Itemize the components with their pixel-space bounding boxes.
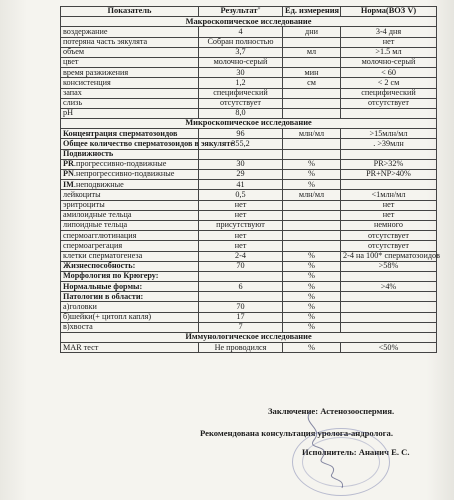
parameter-name [61,343,199,353]
table-row [61,261,437,271]
conclusion-text: Заключение: Астенозооспермия. [268,406,395,416]
result-value: 30 [199,68,283,78]
unit-value [283,231,341,241]
parameter-label: а)головки [63,301,97,311]
unit-value: % [283,180,341,190]
parameter-name [61,282,199,292]
parameter-label: объем [63,47,85,57]
result-value: 70 [199,302,283,312]
header-norm: Норма(ВОЗ V) [341,7,437,17]
result-value: 4 [199,27,283,37]
norm-value [341,322,437,332]
norm-value: . >39млн [341,139,437,149]
norm-value: отсутствует [341,98,437,108]
result-value: 355,2 [199,139,283,149]
result-value: Собран полностью [199,37,283,47]
parameter-label: в)хвоста [63,322,93,332]
parameter-label: эритроциты [63,200,105,210]
unit-value [283,220,341,230]
parameter-code: PR [63,159,74,169]
parameter-name [61,292,199,302]
result-value: специфический [199,88,283,98]
norm-value [341,108,437,118]
unit-value [283,149,341,159]
norm-value: >4% [341,282,437,292]
parameter-label: воздержание [63,26,108,36]
parameter-name [61,241,199,251]
table-row [61,108,437,118]
result-value: Не проводился [199,343,283,353]
parameter-label: спермоагрегация [63,240,123,250]
unit-value: % [283,302,341,312]
norm-value [341,312,437,322]
parameter-name [61,47,199,57]
table-row [61,292,437,302]
table-row [61,231,437,241]
result-value: 70 [199,261,283,271]
table-row [61,27,437,37]
header-parameter: Показатель [61,7,199,17]
unit-value [283,88,341,98]
parameter-name [61,231,199,241]
parameter-name [61,271,199,281]
parameter-name [61,37,199,47]
unit-value: млн/мл [283,190,341,200]
result-value [199,292,283,302]
parameter-name [61,129,199,139]
parameter-label: .неподвижные [73,179,124,189]
parameter-name [61,57,199,67]
table-row [61,200,437,210]
norm-value: < 60 [341,68,437,78]
parameter-label: амилоидные тельца [63,210,132,220]
unit-value [283,200,341,210]
parameter-name [61,180,199,190]
result-value: отсутствует [199,98,283,108]
norm-value: нет [341,200,437,210]
table-row [61,98,437,108]
parameter-label: лейкоциты [63,189,101,199]
executor-text: Исполнитель: Ананич Е. С. [302,447,410,457]
parameter-name [61,78,199,88]
parameter-label: липоидные тельца [63,220,128,230]
norm-value: специфический [341,88,437,98]
parameter-label: Жизнеспособность: [63,261,136,271]
parameter-name [61,68,199,78]
parameter-name [61,88,199,98]
semen-analysis-table [60,6,440,353]
header-unit: Ед. измерения [283,7,341,17]
norm-value: 3-4 дня [341,27,437,37]
result-value: молочно-серый [199,57,283,67]
parameter-label: консистенция [63,77,111,87]
parameter-label: потеряна часть эякулята [63,37,148,47]
table-row [61,68,437,78]
unit-value: дни [283,27,341,37]
norm-value [341,292,437,302]
section-title: Микроскопическое исследование [61,119,437,129]
result-value: 8,0 [199,108,283,118]
table-row [61,190,437,200]
parameter-name [61,251,199,261]
unit-value: мин [283,68,341,78]
table-row [61,241,437,251]
parameter-code: IM [63,179,74,189]
norm-value: нет [341,37,437,47]
table-row [61,149,437,159]
table-row [61,159,437,169]
result-value: 1,2 [199,78,283,88]
result-value: 17 [199,312,283,322]
parameter-name [61,312,199,322]
unit-value: % [283,292,341,302]
result-value: присутствуют [199,220,283,230]
section-immuno [61,333,437,343]
parameter-label: pH [63,108,74,118]
result-value: нет [199,231,283,241]
unit-value: см [283,78,341,88]
result-value [199,149,283,159]
result-value: 96 [199,129,283,139]
norm-value: <1млн/мл [341,190,437,200]
table-row [61,88,437,98]
unit-value [283,98,341,108]
parameter-label: .непрогрессивно-подвижные [73,169,175,179]
section-macro [61,17,437,27]
unit-value [283,37,341,47]
parameter-name [61,27,199,37]
section-title: Иммунологическое исследование [61,333,437,343]
parameter-label: спермоагглютинация [63,230,137,240]
norm-value: >1.5 мл [341,47,437,57]
recommendation-text: Рекомендована консультация уролога-андролога. [200,428,394,438]
norm-value: немного [341,220,437,230]
header-row [61,7,437,17]
parameter-label: MAR тест [63,342,99,352]
unit-value [283,57,341,67]
unit-value: % [283,170,341,180]
result-value: 7 [199,322,283,332]
table-row [61,37,437,47]
result-value: 3,7 [199,47,283,57]
parameter-name [61,108,199,118]
norm-value: >58% [341,261,437,271]
unit-value: % [283,322,341,332]
norm-value: PR+NP>40% [341,170,437,180]
parameter-label: клетки сперматогенеза [63,250,143,260]
unit-value: % [283,312,341,322]
parameter-label: Морфология по Крюгеру: [63,271,159,281]
parameter-label: б)шейки(+ цитопл капля) [63,312,152,322]
parameter-label: Общее количество сперматозоидов в эякуляте [63,138,234,148]
table-row [61,302,437,312]
unit-value [283,108,341,118]
norm-value: >15млн/мл [341,129,437,139]
table-row [61,170,437,180]
table-row [61,129,437,139]
parameter-name [61,149,199,159]
parameter-name [61,190,199,200]
unit-value: % [283,251,341,261]
table-row [61,343,437,353]
parameter-name [61,170,199,180]
table-row [61,251,437,261]
result-value: нет [199,241,283,251]
parameter-name [61,220,199,230]
table-row [61,220,437,230]
section-title: Макроскопическое исследование [61,17,437,27]
result-value: 29 [199,170,283,180]
table-row [61,210,437,220]
norm-value [341,149,437,159]
result-value: 6 [199,282,283,292]
table-row [61,57,437,67]
norm-value: отсутствует [341,231,437,241]
result-value: 41 [199,180,283,190]
parameter-name [61,200,199,210]
table-row [61,180,437,190]
unit-value [283,241,341,251]
parameter-label: запах [63,87,82,97]
result-value: 0,5 [199,190,283,200]
parameter-label: время разжижения [63,67,129,77]
parameter-name [61,302,199,312]
unit-value: % [283,343,341,353]
norm-value: отсутствует [341,241,437,251]
parameter-label: Нормальные формы: [63,281,143,291]
unit-value [283,210,341,220]
parameter-name [61,159,199,169]
norm-value [341,180,437,190]
norm-value: нет [341,210,437,220]
table-row [61,322,437,332]
table-row [61,78,437,88]
parameter-name [61,138,234,149]
unit-value: млн/мл [283,129,341,139]
parameter-name [61,98,199,108]
norm-value: молочно-серый [341,57,437,67]
unit-value: % [283,271,341,281]
result-value: нет [199,210,283,220]
table-row [61,271,437,281]
parameter-label: слизь [63,98,83,108]
result-value: 30 [199,159,283,169]
parameter-code: PN [63,169,74,179]
norm-value [341,302,437,312]
norm-value: <50% [341,343,437,353]
norm-value: 2-4 на 100* сперматозоидов [341,251,437,261]
table-row [61,282,437,292]
norm-value: PR>32% [341,159,437,169]
unit-value: % [283,159,341,169]
section-micro [61,119,437,129]
table-row [61,312,437,322]
parameter-name [61,261,199,271]
result-value: 2-4 [199,251,283,261]
parameter-label: цвет [63,57,79,67]
result-value [199,271,283,281]
signature-icon [262,404,382,494]
parameter-label: .прогрессивно-подвижные [73,159,167,169]
unit-value [283,139,341,149]
parameter-label: Подвижность [63,149,114,159]
parameter-name [61,210,199,220]
table-row [61,139,437,149]
result-value: нет [199,200,283,210]
unit-value: % [283,261,341,271]
unit-value: % [283,282,341,292]
norm-value: < 2 см [341,78,437,88]
parameter-name [61,322,199,332]
norm-value [341,271,437,281]
parameter-label: Концентрация сперматозоидов [63,128,178,138]
parameter-label: Патологии в области: [63,291,144,301]
table-row [61,47,437,57]
header-result: Результат* [199,7,283,17]
unit-value: мл [283,47,341,57]
